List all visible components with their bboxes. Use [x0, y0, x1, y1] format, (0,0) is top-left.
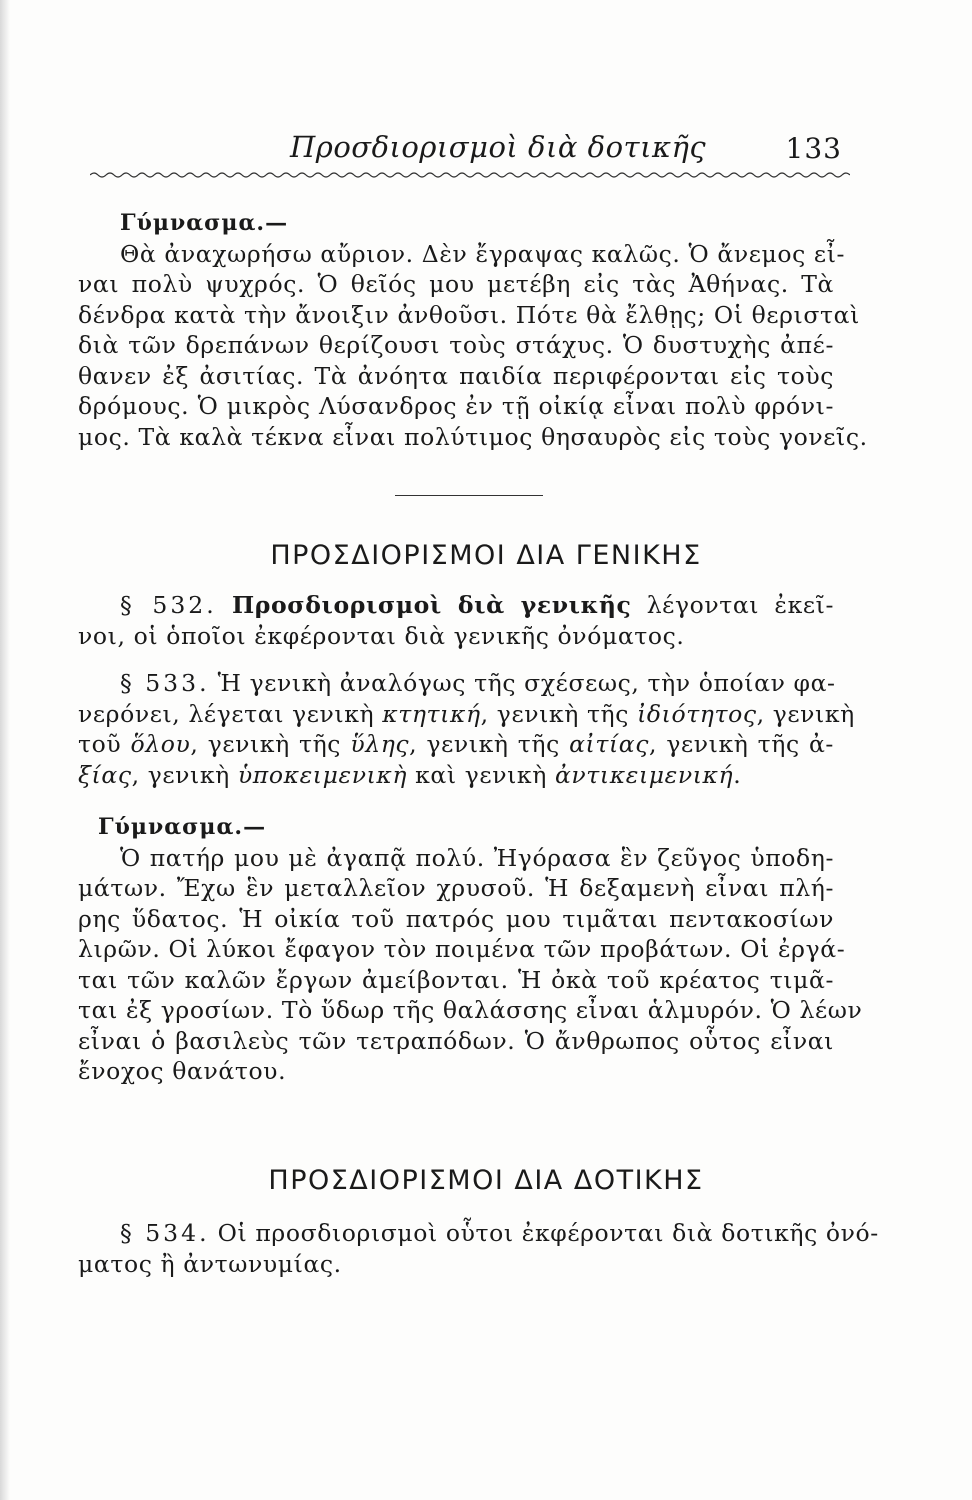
section-number: § 534.	[120, 1219, 210, 1247]
italic-term: ξίας	[78, 760, 132, 789]
section-title-dotikis: ΠΡΟΣΔΙΟΡΙΣΜΟΙ ΔΙΑ ΔΟΤΙΚΗΣ	[268, 1165, 704, 1196]
text-span: , γενικὴ τῆς	[190, 730, 351, 758]
text-span: , γενικὴ	[131, 760, 238, 789]
italic-term: ὕλης	[350, 730, 410, 758]
section-number: § 533.	[120, 669, 210, 697]
text-line: μος. Τὰ καλὰ τέκνα εἶναι πολύτιμος θησαυρὸς εἰς τοὺς γονεῖς.	[78, 422, 868, 451]
text-line	[78, 668, 834, 699]
text-line: διὰ τῶν δρεπάνων θερίζουσι τοὺς στάχυς. Ὁ δυστυχὴς ἀπέ-	[78, 331, 834, 359]
paragraph-534	[78, 1218, 879, 1279]
section-title-genikis: ΠΡΟΣΔΙΟΡΙΣΜΟΙ ΔΙΑ ΓΕΝΙΚΗΣ	[270, 540, 702, 571]
paragraph-532	[78, 590, 834, 651]
text-line: Ὁ πατήρ μου μὲ ἀγαπᾷ πολύ. Ἠγόρασα ἓν ζεῦγος ὑποδη-	[120, 843, 834, 872]
text-line: ματος ἢ ἀντωνυμίας.	[78, 1249, 342, 1278]
page-edge-shadow	[0, 0, 10, 1500]
text-line	[78, 1218, 879, 1249]
text-line: ἔνοχος θανάτου.	[78, 1057, 287, 1085]
text-line: ρης ὕδατος. Ἡ οἰκία τοῦ πατρός μου τιμᾶται πεντακοσίων	[78, 904, 834, 933]
text-line: λιρῶν. Οἱ λύκοι ἔφαγον τὸν ποιμένα τῶν προβάτων. Οἱ ἐργά-	[78, 935, 846, 963]
text-span: νερόνει, λέγεται γενικὴ	[78, 699, 383, 728]
text-line: νοι, οἱ ὁποῖοι ἐκφέρονται διὰ γενικῆς ὀνόματος.	[78, 621, 685, 650]
section-number: § 532.	[120, 591, 217, 619]
text-span: Ἡ γενικὴ ἀναλόγως τῆς σχέσεως, τὴν ὁποίαν φα-	[217, 669, 836, 697]
exercise-subhead: Γύμνασμα.—	[98, 814, 267, 840]
text-line: ναι πολὺ ψυχρός. Ὁ θεῖός μου μετέβη εἰς τὰς Ἀθήνας. Τὰ	[78, 270, 834, 298]
text-span: λέγονται ἐκεῖ-	[646, 591, 834, 619]
italic-term: ἰδιότητος	[637, 699, 757, 728]
text-span: καὶ γενικὴ	[407, 760, 555, 789]
text-line	[78, 760, 834, 791]
term: Προσδιορισμοὶ διὰ γενικῆς	[231, 591, 632, 619]
exercise-subhead: Γύμνασμα.—	[120, 210, 289, 236]
page-header	[80, 118, 850, 178]
text-span: Οἱ προσδιορισμοὶ οὗτοι ἐκφέρονται διὰ δοτικῆς ὀνό-	[217, 1219, 879, 1247]
wavy-header-rule	[90, 170, 850, 180]
section-divider	[395, 495, 543, 496]
text-line: Θὰ ἀναχωρήσω αὔριον. Δὲν ἔγραψας καλῶς. Ὁ ἄνεμος εἶ-	[120, 239, 846, 268]
text-line: εἶναι ὁ βασιλεὺς τῶν τετραπόδων. Ὁ ἄνθρωπος οὗτος εἶναι	[78, 1026, 834, 1055]
italic-term: κτητική	[382, 699, 481, 728]
italic-term: αἰτίας	[569, 730, 650, 758]
text-line	[78, 590, 834, 621]
text-line: ται ἐξ γροσίων. Τὸ ὕδωρ τῆς θαλάσσης εἶναι ἁλμυρόν. Ὁ λέων	[78, 996, 863, 1024]
text-span: .	[733, 760, 742, 789]
text-line: δένδρα κατὰ τὴν ἄνοιξιν ἀνθοῦσι. Πότε θὰ ἔλθῃς; Οἱ θερισταὶ	[78, 300, 860, 329]
exercise-block-1	[78, 208, 868, 452]
text-line: ται τῶν καλῶν ἔργων ἀμείβονται. Ἡ ὀκὰ τοῦ κρέατος τιμᾶ-	[78, 965, 834, 994]
text-span: , γενικὴ τῆς	[409, 730, 570, 758]
text-line: μάτων. Ἔχω ἓν μεταλλεῖον χρυσοῦ. Ἡ δεξαμενὴ εἶναι πλή-	[78, 874, 834, 902]
italic-term: ὑποκειμενικὴ	[237, 760, 408, 789]
text-line	[78, 699, 855, 730]
italic-term: ὅλου	[130, 730, 191, 758]
text-line: δρόμους. Ὁ μικρὸς Λύσανδρος ἐν τῇ οἰκίᾳ εἶναι πολὺ φρόνι-	[78, 392, 834, 420]
text-span: , γενικὴ τῆς	[480, 699, 638, 728]
text-span: , γενικὴ	[756, 699, 855, 728]
running-title: Προσδιορισμοὶ διὰ δοτικῆς	[290, 130, 707, 164]
text-span: τοῦ	[78, 730, 131, 758]
page-number: 133	[785, 132, 842, 165]
paragraph-533	[78, 668, 855, 790]
text-line: θανεν ἐξ ἀσιτίας. Τὰ ἀνόητα παιδία περιφέρονται εἰς τοὺς	[78, 361, 834, 390]
text-line	[78, 729, 834, 760]
text-span: , γενικὴ τῆς ἀ-	[649, 730, 834, 758]
italic-term: ἀντικειμενική	[554, 760, 734, 789]
exercise-block-2	[78, 812, 863, 1087]
